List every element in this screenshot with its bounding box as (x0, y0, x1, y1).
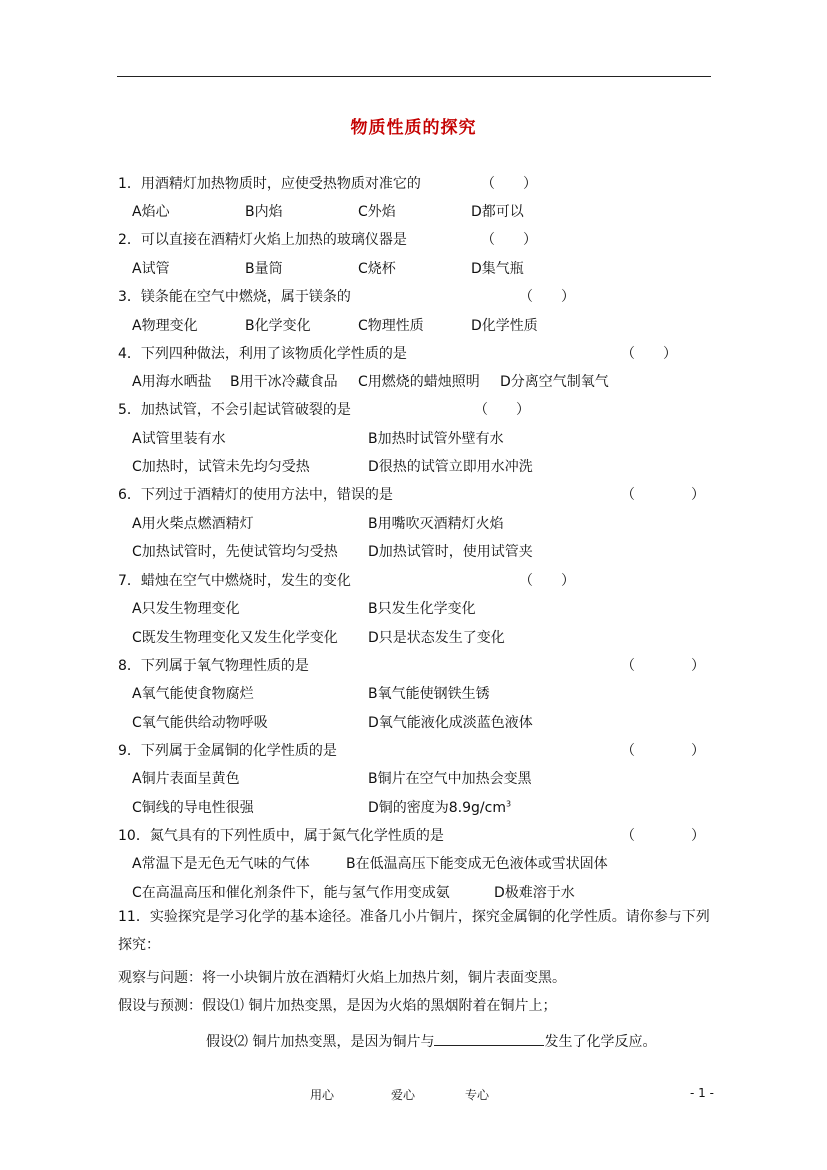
question-11-observation: 观察与问题：将一小块铜片放在酒精灯火焰上加热片刻，铜片表面变黑。 (118, 970, 566, 986)
question-6-answer-blank: （ ） (621, 487, 705, 503)
footer-text-2: 爱心 (391, 1088, 416, 1102)
question-6-option-c: C加热试管时，先使试管均匀受热 (132, 544, 338, 560)
question-7-option-c: C既发生物理变化又发生化学变化 (132, 630, 338, 646)
question-3-option-d: D化学性质 (471, 318, 538, 334)
question-5-option-a: A试管里装有水 (132, 431, 226, 447)
question-11-hypothesis-1: 假设与预测：假设⑴ 铜片加热变黑，是因为火焰的黑烟附着在铜片上； (118, 998, 557, 1014)
question-6-option-a: A用火柴点燃酒精灯 (132, 516, 254, 532)
question-7-option-a: A只发生物理变化 (132, 601, 240, 617)
question-9-answer-blank: （ ） (621, 743, 705, 759)
question-1-option-d: D都可以 (471, 204, 524, 220)
question-10-option-b: B在低温高压下能变成无色液体或雪状固体 (346, 856, 608, 872)
fill-in-blank[interactable] (434, 1031, 544, 1046)
question-8-answer-blank: （ ） (621, 658, 705, 674)
question-5-stem: 5．加热试管，不会引起试管破裂的是 (118, 402, 351, 418)
question-8-option-a: A氧气能使食物腐烂 (132, 686, 254, 702)
question-4-option-a: A用海水晒盐 (132, 374, 212, 390)
header-rule (117, 76, 711, 77)
question-2-option-a: A试管 (132, 261, 170, 277)
question-5-option-d: D很热的试管立即用水冲洗 (368, 459, 533, 475)
question-5-option-c: C加热时，试管未先均匀受热 (132, 459, 310, 475)
question-7-answer-blank: （ ） (519, 573, 575, 589)
question-2-option-d: D集气瓶 (471, 261, 524, 277)
question-4-answer-blank: （ ） (621, 346, 677, 362)
question-9-stem: 9．下列属于金属铜的化学性质的是 (118, 743, 337, 759)
question-10-option-c: C在高温高压和催化剂条件下，能与氢气作用变成氨 (132, 885, 450, 901)
density-text: D铜的密度为8.9g/cm (368, 800, 506, 816)
question-1-stem: 1．用酒精灯加热物质时，应使受热物质对准它的 (118, 176, 421, 192)
question-2-option-c: C烧杯 (358, 261, 396, 277)
question-10-stem: 10．氮气具有的下列性质中，属于氮气化学性质的是 (118, 828, 444, 844)
question-9-option-a: A铜片表面呈黄色 (132, 771, 240, 787)
question-4-stem: 4．下列四种做法，利用了该物质化学性质的是 (118, 346, 407, 362)
question-6-option-b: B用嘴吹灭酒精灯火焰 (368, 516, 504, 532)
question-7-option-d: D只是状态发生了变化 (368, 630, 505, 646)
question-9-option-d (368, 797, 511, 817)
question-2-option-b: B量筒 (245, 261, 283, 277)
question-4-option-c: C用燃烧的蜡烛照明 (358, 374, 480, 390)
question-1-option-c: C外焰 (358, 204, 396, 220)
question-7-stem: 7．蜡烛在空气中燃烧时，发生的变化 (118, 573, 351, 589)
question-3-stem: 3．镁条能在空气中燃烧，属于镁条的 (118, 289, 351, 305)
superscript-3: 3 (505, 799, 512, 809)
question-8-stem: 8．下列属于氧气物理性质的是 (118, 658, 309, 674)
question-1-option-a: A焰心 (132, 204, 170, 220)
question-8-option-b: B氧气能使钢铁生锈 (368, 686, 490, 702)
question-11-stem: 11．实验探究是学习化学的基本途径。准备几小片铜片，探究金属铜的化学性质。请你参与下列探究： (118, 909, 710, 953)
footer-text-3: 专心 (465, 1088, 490, 1102)
question-5-option-b: B加热时试管外壁有水 (368, 431, 504, 447)
question-1-answer-blank: （ ） (481, 176, 537, 192)
page-number: - 1 - (690, 1086, 714, 1100)
question-3-option-c: C物理性质 (358, 318, 424, 334)
question-6-stem: 6．下列过于酒精灯的使用方法中，错误的是 (118, 487, 393, 503)
question-1-option-b: B内焰 (245, 204, 283, 220)
question-8-option-d: D氧气能液化成淡蓝色液体 (368, 715, 533, 731)
question-7-option-b: B只发生化学变化 (368, 601, 476, 617)
question-3-option-a: A物理变化 (132, 318, 198, 334)
page-title: 物质性质的探究 (350, 118, 477, 138)
footer-text-1: 用心 (310, 1088, 335, 1102)
question-4-option-b: B用干冰冷藏食品 (230, 374, 338, 390)
hypothesis-2-prefix: 假设⑵ 铜片加热变黑，是因为铜片与 (206, 1034, 435, 1050)
question-6-option-d: D加热试管时，使用试管夹 (368, 544, 533, 560)
question-9-option-b: B铜片在空气中加热会变黑 (368, 771, 532, 787)
question-10-answer-blank: （ ） (621, 828, 705, 844)
question-4-option-d: D分离空气制氧气 (500, 374, 609, 390)
question-3-answer-blank: （ ） (519, 289, 575, 305)
question-10-option-a: A常温下是无色无气味的气体 (132, 856, 310, 872)
question-8-option-c: C氧气能供给动物呼吸 (132, 715, 268, 731)
question-5-answer-blank: （ ） (474, 402, 530, 418)
hypothesis-2-suffix: 发生了化学反应。 (544, 1034, 657, 1050)
question-2-stem: 2．可以直接在酒精灯火焰上加热的玻璃仪器是 (118, 232, 407, 248)
question-10-option-d: D极难溶于水 (494, 885, 575, 901)
question-9-option-c: C铜线的导电性很强 (132, 800, 254, 816)
question-11-hypothesis-2 (206, 1031, 656, 1051)
question-2-answer-blank: （ ） (481, 232, 537, 248)
question-3-option-b: B化学变化 (245, 318, 311, 334)
